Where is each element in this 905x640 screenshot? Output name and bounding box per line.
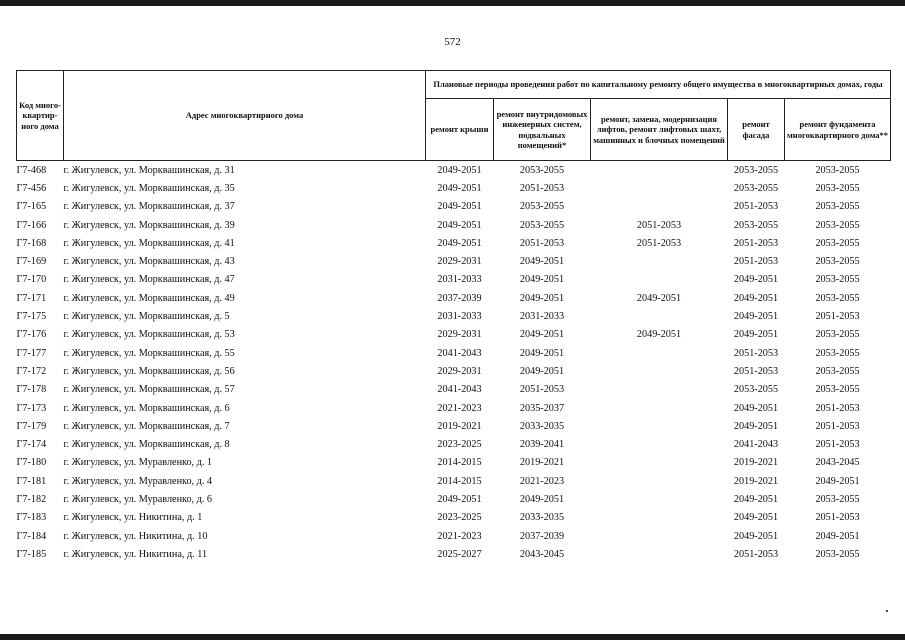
roof-cell: 2049-2051 (437, 237, 482, 249)
roof-cell: 2049-2051 (437, 164, 482, 176)
systems-cell: 2019-2021 (519, 457, 565, 469)
code-cell: Г7-170 (16, 274, 47, 286)
address-cell: г. Жигулевск, ул. Муравленко, д. 4 (63, 475, 213, 487)
systems-cell: 2049-2051 (519, 256, 565, 268)
roof-cell: 2049-2051 (437, 219, 482, 231)
code-cell: Г7-184 (16, 530, 47, 542)
address-cell: г. Жигулевск, ул. Морквашинская, д. 8 (63, 439, 230, 451)
header-code: Код много-квартир-ного дома (17, 71, 64, 161)
table-row (17, 545, 891, 563)
elevators-cell: 2051-2053 (636, 219, 682, 231)
address-cell: г. Жигулевск, ул. Морквашинская, д. 7 (63, 420, 230, 432)
page-number: 572 (444, 36, 461, 48)
table-row (17, 234, 891, 252)
systems-cell: 2053-2055 (519, 219, 565, 231)
systems-cell: 2049-2051 (519, 274, 565, 286)
facade-cell: 2041-2043 (733, 439, 779, 451)
facade-cell: 2053-2055 (733, 219, 779, 231)
address-cell: г. Жигулевск, ул. Морквашинская, д. 35 (63, 182, 235, 194)
facade-cell: 2053-2055 (733, 164, 779, 176)
scan-dot (886, 610, 888, 612)
elevators-cell (591, 161, 728, 180)
address-cell: г. Жигулевск, ул. Морквашинская, д. 39 (63, 219, 235, 231)
code-cell: Г7-166 (16, 219, 47, 231)
header-roof: ремонт крыши (426, 99, 494, 161)
table-row (17, 271, 891, 289)
address-cell: г. Жигулевск, ул. Морквашинская, д. 55 (63, 347, 235, 359)
foundation-cell: 2051-2053 (815, 402, 860, 414)
elevators-cell (591, 399, 728, 417)
roof-cell: 2029-2031 (437, 365, 482, 377)
bottom-border (0, 634, 905, 640)
code-cell: Г7-456 (16, 182, 47, 194)
facade-cell: 2049-2051 (733, 329, 779, 341)
header-foundation: ремонт фундамента многоквартирного дома** (785, 99, 891, 161)
foundation-cell: 2053-2055 (815, 256, 860, 268)
table-row (17, 326, 891, 344)
header-address: Адрес многоквартирного дома (64, 71, 426, 161)
systems-cell: 2043-2045 (519, 548, 565, 560)
facade-cell: 2019-2021 (733, 475, 779, 487)
elevators-cell (591, 362, 728, 380)
systems-cell: 2053-2055 (519, 164, 565, 176)
foundation-cell: 2051-2053 (815, 311, 860, 323)
code-cell: Г7-178 (16, 384, 47, 396)
header-elevators: ремонт, замена, модернизация лифтов, ремонт лифтовых шахт, машинных и блочных помещений (591, 99, 728, 161)
facade-cell: 2051-2053 (733, 365, 779, 377)
code-cell: Г7-172 (16, 365, 47, 377)
elevators-cell: 2051-2053 (636, 237, 682, 249)
facade-cell: 2049-2051 (733, 274, 779, 286)
systems-cell: 2053-2055 (519, 201, 565, 213)
systems-cell: 2037-2039 (519, 530, 565, 542)
table-row (17, 527, 891, 545)
code-cell: Г7-468 (16, 164, 47, 176)
table-row (17, 198, 891, 216)
roof-cell: 2019-2021 (437, 420, 482, 432)
foundation-cell: 2053-2055 (815, 384, 860, 396)
facade-cell: 2051-2053 (733, 256, 779, 268)
foundation-cell: 2053-2055 (815, 365, 860, 377)
facade-cell: 2049-2051 (733, 512, 779, 524)
code-cell: Г7-165 (16, 201, 47, 213)
systems-cell: 2049-2051 (519, 347, 565, 359)
facade-cell: 2053-2055 (733, 384, 779, 396)
foundation-cell: 2053-2055 (815, 329, 860, 341)
elevators-cell (591, 344, 728, 362)
table-row (17, 472, 891, 490)
foundation-cell: 2053-2055 (815, 274, 860, 286)
systems-cell: 2021-2023 (519, 475, 565, 487)
facade-cell: 2049-2051 (733, 530, 779, 542)
foundation-cell: 2051-2053 (815, 420, 860, 432)
code-cell: Г7-180 (16, 457, 47, 469)
facade-cell: 2051-2053 (733, 548, 779, 560)
elevators-cell (591, 271, 728, 289)
roof-cell: 2041-2043 (437, 347, 482, 359)
roof-cell: 2041-2043 (437, 384, 482, 396)
table-body (17, 161, 891, 564)
address-cell: г. Жигулевск, ул. Муравленко, д. 6 (63, 493, 213, 505)
header-systems: ремонт внутридомовых инженерных систем, подвальных помещений* (494, 99, 591, 161)
table-row (17, 307, 891, 325)
roof-cell: 2021-2023 (437, 402, 482, 414)
systems-cell: 2035-2037 (519, 402, 565, 414)
foundation-cell: 2053-2055 (815, 292, 860, 304)
roof-cell: 2029-2031 (437, 329, 482, 341)
elevators-cell (591, 509, 728, 527)
table-row (17, 252, 891, 270)
table-row (17, 509, 891, 527)
roof-cell: 2014-2015 (437, 457, 482, 469)
elevators-cell (591, 381, 728, 399)
address-cell: г. Жигулевск, ул. Никитина, д. 1 (63, 512, 203, 524)
roof-cell: 2021-2023 (437, 530, 482, 542)
address-cell: г. Жигулевск, ул. Морквашинская, д. 43 (63, 256, 235, 268)
address-cell: г. Жигулевск, ул. Морквашинская, д. 49 (63, 292, 235, 304)
code-cell: Г7-182 (16, 493, 47, 505)
address-cell: г. Жигулевск, ул. Морквашинская, д. 37 (63, 201, 235, 213)
foundation-cell: 2049-2051 (815, 475, 860, 487)
foundation-cell: 2053-2055 (815, 201, 860, 213)
address-cell: г. Жигулевск, ул. Морквашинская, д. 41 (63, 237, 235, 249)
table-row (17, 490, 891, 508)
roof-cell: 2023-2025 (437, 512, 482, 524)
elevators-cell (591, 307, 728, 325)
address-cell: г. Жигулевск, ул. Морквашинская, д. 47 (63, 274, 235, 286)
code-cell: Г7-181 (16, 475, 47, 487)
header-facade: ремонт фасада (728, 99, 785, 161)
systems-cell: 2049-2051 (519, 329, 565, 341)
facade-cell: 2019-2021 (733, 457, 779, 469)
elevators-cell (591, 179, 728, 197)
foundation-cell: 2049-2051 (815, 530, 860, 542)
foundation-cell: 2053-2055 (815, 237, 860, 249)
systems-cell: 2051-2053 (519, 182, 565, 194)
roof-cell: 2031-2033 (437, 311, 482, 323)
code-cell: Г7-173 (16, 402, 47, 414)
systems-cell: 2049-2051 (519, 365, 565, 377)
table-row (17, 179, 891, 197)
address-cell: г. Жигулевск, ул. Никитина, д. 11 (63, 548, 208, 560)
foundation-cell: 2043-2045 (815, 457, 860, 469)
address-cell: г. Жигулевск, ул. Морквашинская, д. 53 (63, 329, 235, 341)
code-cell: Г7-168 (16, 237, 47, 249)
elevators-cell (591, 252, 728, 270)
facade-cell: 2051-2053 (733, 347, 779, 359)
foundation-cell: 2053-2055 (815, 347, 860, 359)
roof-cell: 2031-2033 (437, 274, 482, 286)
elevators-cell (591, 472, 728, 490)
address-cell: г. Жигулевск, ул. Морквашинская, д. 56 (63, 365, 235, 377)
code-cell: Г7-179 (16, 420, 47, 432)
address-cell: г. Жигулевск, ул. Морквашинская, д. 57 (63, 384, 235, 396)
foundation-cell: 2053-2055 (815, 182, 860, 194)
table-row (17, 417, 891, 435)
facade-cell: 2049-2051 (733, 292, 779, 304)
code-cell: Г7-176 (16, 329, 47, 341)
table-row (17, 289, 891, 307)
roof-cell: 2023-2025 (437, 439, 482, 451)
systems-cell: 2039-2041 (519, 439, 565, 451)
systems-cell: 2031-2033 (519, 311, 565, 323)
elevators-cell (591, 454, 728, 472)
roof-cell: 2025-2027 (437, 548, 482, 560)
systems-cell: 2033-2035 (519, 420, 565, 432)
foundation-cell: 2051-2053 (815, 512, 860, 524)
address-cell: г. Жигулевск, ул. Морквашинская, д. 5 (63, 311, 230, 323)
code-cell: Г7-174 (16, 439, 47, 451)
facade-cell: 2049-2051 (733, 402, 779, 414)
elevators-cell: 2049-2051 (636, 329, 682, 341)
facade-cell: 2051-2053 (733, 237, 779, 249)
roof-cell: 2049-2051 (437, 493, 482, 505)
address-cell: г. Жигулевск, ул. Морквашинская, д. 6 (63, 402, 230, 414)
elevators-cell: 2049-2051 (636, 292, 682, 304)
elevators-cell (591, 545, 728, 563)
roof-cell: 2049-2051 (437, 182, 482, 194)
elevators-cell (591, 417, 728, 435)
code-cell: Г7-169 (16, 256, 47, 268)
table-row (17, 454, 891, 472)
facade-cell: 2051-2053 (733, 201, 779, 213)
systems-cell: 2051-2053 (519, 237, 565, 249)
facade-cell: 2053-2055 (733, 182, 779, 194)
roof-cell: 2037-2039 (437, 292, 482, 304)
code-cell: Г7-185 (16, 548, 47, 560)
roof-cell: 2014-2015 (437, 475, 482, 487)
table-row (17, 344, 891, 362)
table-row (17, 362, 891, 380)
facade-cell: 2049-2051 (733, 420, 779, 432)
table-row (17, 161, 891, 180)
foundation-cell: 2053-2055 (815, 493, 860, 505)
foundation-cell: 2053-2055 (815, 164, 860, 176)
roof-cell: 2029-2031 (437, 256, 482, 268)
table-row (17, 381, 891, 399)
table-row (17, 435, 891, 453)
systems-cell: 2033-2035 (519, 512, 565, 524)
systems-cell: 2051-2053 (519, 384, 565, 396)
code-cell: Г7-175 (16, 311, 47, 323)
elevators-cell (591, 490, 728, 508)
address-cell: г. Жигулевск, ул. Никитина, д. 10 (63, 530, 208, 542)
roof-cell: 2049-2051 (437, 201, 482, 213)
facade-cell: 2049-2051 (733, 311, 779, 323)
systems-cell: 2049-2051 (519, 493, 565, 505)
elevators-cell (591, 435, 728, 453)
code-cell: Г7-177 (16, 347, 47, 359)
address-cell: г. Жигулевск, ул. Морквашинская, д. 31 (63, 164, 235, 176)
table-row (17, 216, 891, 234)
foundation-cell: 2051-2053 (815, 439, 860, 451)
elevators-cell (591, 198, 728, 216)
foundation-cell: 2053-2055 (815, 219, 860, 231)
table-row (17, 399, 891, 417)
address-cell: г. Жигулевск, ул. Муравленко, д. 1 (63, 457, 213, 469)
code-cell: Г7-183 (16, 512, 47, 524)
foundation-cell: 2053-2055 (815, 548, 860, 560)
header-periods: Плановые периоды проведения работ по капитальному ремонту общего имущества в многоквартирных домах, годы (426, 71, 891, 99)
systems-cell: 2049-2051 (519, 292, 565, 304)
top-border (0, 0, 905, 6)
code-cell: Г7-171 (16, 292, 47, 304)
elevators-cell (591, 527, 728, 545)
facade-cell: 2049-2051 (733, 493, 779, 505)
capital-repair-table (16, 70, 891, 564)
